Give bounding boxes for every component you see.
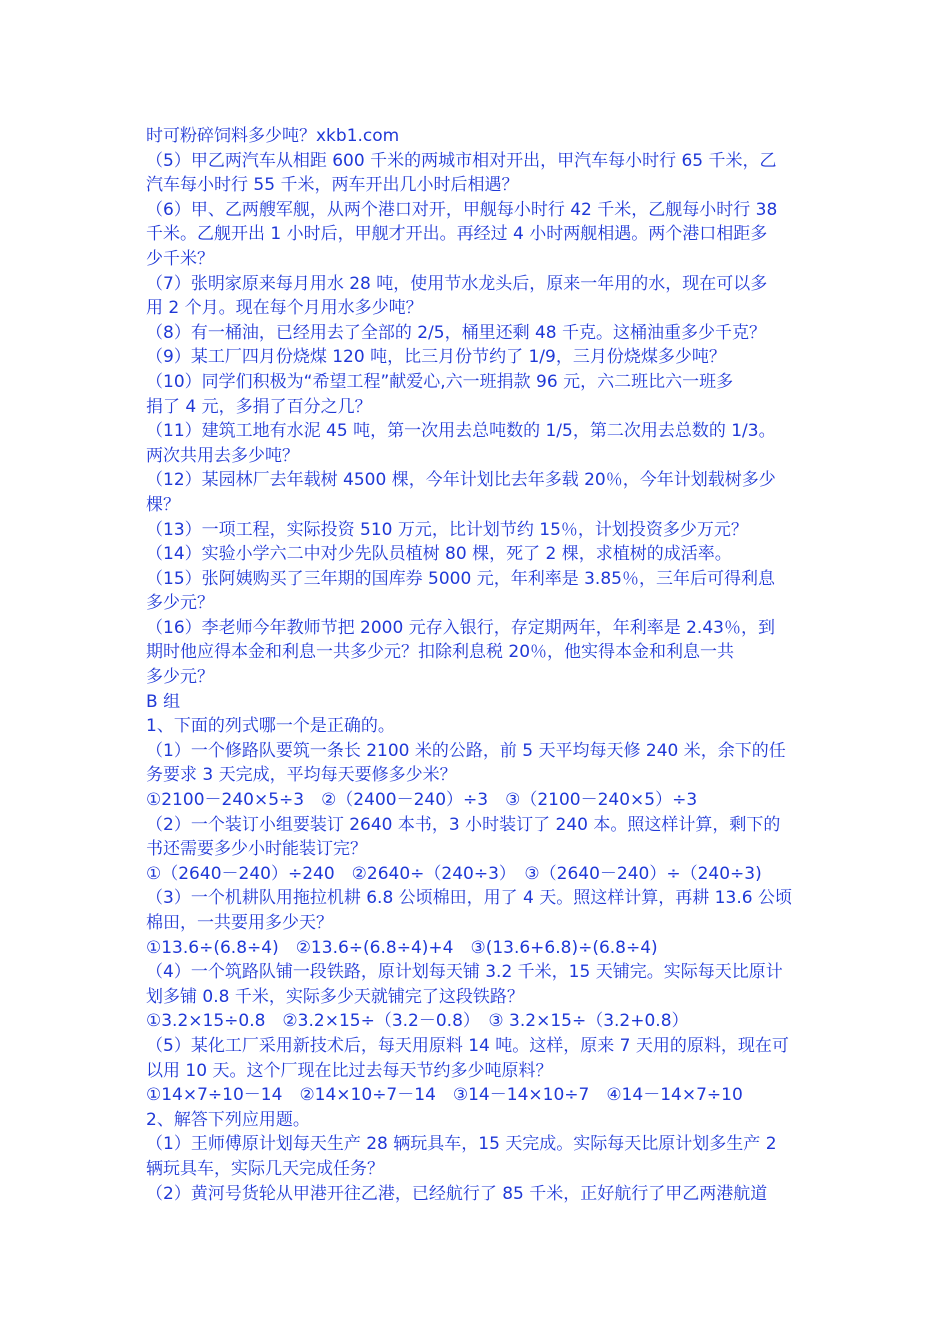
text-line: 1、下面的列式哪一个是正确的。: [146, 716, 395, 737]
text-line: 两次共用去多少吨？: [146, 445, 299, 466]
text-line: 辆玩具车，实际几天完成任务？: [146, 1158, 384, 1179]
text-line: （12）某园林厂去年载树 4500 棵，今年计划比去年多载 20％，今年计划载树多少: [146, 470, 776, 491]
text-line: ①13.6÷(6.8÷4) ②13.6÷(6.8÷4)+4 ③(13.6+6.8)÷(6.8÷4): [146, 937, 658, 958]
text-line: （4）一个筑路队铺一段铁路，原计划每天铺 3.2 千米，15 天铺完。实际每天比原计: [146, 962, 783, 983]
text-line: （13）一项工程，实际投资 510 万元，比计划节约 15％，计划投资多少万元？: [146, 519, 748, 540]
text-line: （6）甲、乙两艘军舰，从两个港口对开，甲舰每小时行 42 千米，乙舰每小时行 38: [146, 199, 778, 220]
text-line: （11）建筑工地有水泥 45 吨，第一次用去总吨数的 1/5，第二次用去总数的 1/3。: [146, 421, 776, 442]
text-line: 期时他应得本金和利息一共多少元？扣除利息税 20％，他实得本金和利息一共: [146, 642, 735, 663]
text-line: 千米。乙舰开出 1 小时后，甲舰才开出。再经过 4 小时两舰相遇。两个港口相距多: [146, 224, 768, 245]
text-line: 汽车每小时行 55 千米，两车开出几小时后相遇？: [146, 175, 519, 196]
text-line: （5）甲乙两汽车从相距 600 千米的两城市相对开出，甲汽车每小时行 65 千米，乙: [146, 150, 777, 171]
text-line: 捐了 4 元，多捐了百分之几？: [146, 396, 372, 417]
text-line: （8）有一桶油，已经用去了全部的 2/5，桶里还剩 48 千克。这桶油重多少千克？: [146, 322, 767, 343]
text-line: 务要求 3 天完成，平均每天要修多少米？: [146, 765, 457, 786]
text-line: （15）张阿姨购买了三年期的国库券 5000 元，年利率是 3.85％，三年后可得利息: [146, 568, 775, 589]
text-line: （10）同学们积极为“希望工程”献爱心,六一班捐款 96 元，六二班比六一班多: [146, 371, 734, 392]
text-line: 棵？: [146, 494, 180, 515]
text-line: 2、解答下列应用题。: [146, 1109, 310, 1130]
text-line: ①2100－240×5÷3 ②（2400－240）÷3 ③（2100－240×5）÷3: [146, 790, 698, 811]
text-line: 多少元？: [146, 667, 214, 688]
text-line: 以用 10 天。这个厂现在比过去每天节约多少吨原料？: [146, 1060, 553, 1081]
document-body: [146, 124, 810, 1206]
text-line: （1）一个修路队要筑一条长 2100 米的公路，前 5 天平均每天修 240 米，余下的任: [146, 740, 786, 761]
text-line: （2）一个装订小组要装订 2640 本书，3 小时装订了 240 本。照这样计算，剩下的: [146, 814, 781, 835]
text-line: （3）一个机耕队用拖拉机耕 6.8 公顷棉田，用了 4 天。照这样计算，再耕 13.6 公顷: [146, 888, 792, 909]
text-line: （2）黄河号货轮从甲港开往乙港，已经航行了 85 千米，正好航行了甲乙两港航道: [146, 1183, 768, 1204]
text-line: ①（2640－240）÷240 ②2640÷（240÷3） ③（2640－240）÷（240÷3): [146, 863, 762, 884]
text-line: 棉田，一共要用多少天？: [146, 913, 333, 933]
text-line: （1）王师傅原计划每天生产 28 辆玩具车，15 天完成。实际每天比原计划多生产 2: [146, 1134, 777, 1155]
text-line: ①3.2×15÷0.8 ②3.2×15÷（3.2－0.8） ③ 3.2×15÷（3.2+0.8）: [146, 1011, 689, 1032]
text-line: 书还需要多少小时能装订完？: [146, 839, 367, 860]
text-line: （5）某化工厂采用新技术后，每天用原料 14 吨。这样，原来 7 天用的原料，现在可: [146, 1035, 789, 1056]
text-line: （16）李老师今年教师节把 2000 元存入银行，存定期两年，年利率是 2.43％，到: [146, 617, 775, 638]
text-line: 用 2 个月。现在每个月用水多少吨？: [146, 298, 423, 319]
text-line: ①14×7÷10－14 ②14×10÷7－14 ③14－14×10÷7 ④14－14×7÷10: [146, 1085, 743, 1106]
text-line: 划多铺 0.8 千米，实际多少天就铺完了这段铁路？: [146, 986, 524, 1007]
text-line: 多少元？: [146, 593, 214, 614]
text-line: （9）某工厂四月份烧煤 120 吨，比三月份节约了 1/9，三月份烧煤多少吨？: [146, 347, 726, 368]
text-line: 时可粉碎饲料多少吨？xkb1.com: [146, 126, 400, 146]
text-line: 少千米？: [146, 248, 214, 269]
text-line: （7）张明家原来每月用水 28 吨，使用节水龙头后，原来一年用的水，现在可以多: [146, 273, 768, 294]
section-heading: B 组: [146, 691, 181, 712]
text-line: （14）实验小学六二中对少先队员植树 80 棵，死了 2 棵，求植树的成活率。: [146, 544, 732, 565]
